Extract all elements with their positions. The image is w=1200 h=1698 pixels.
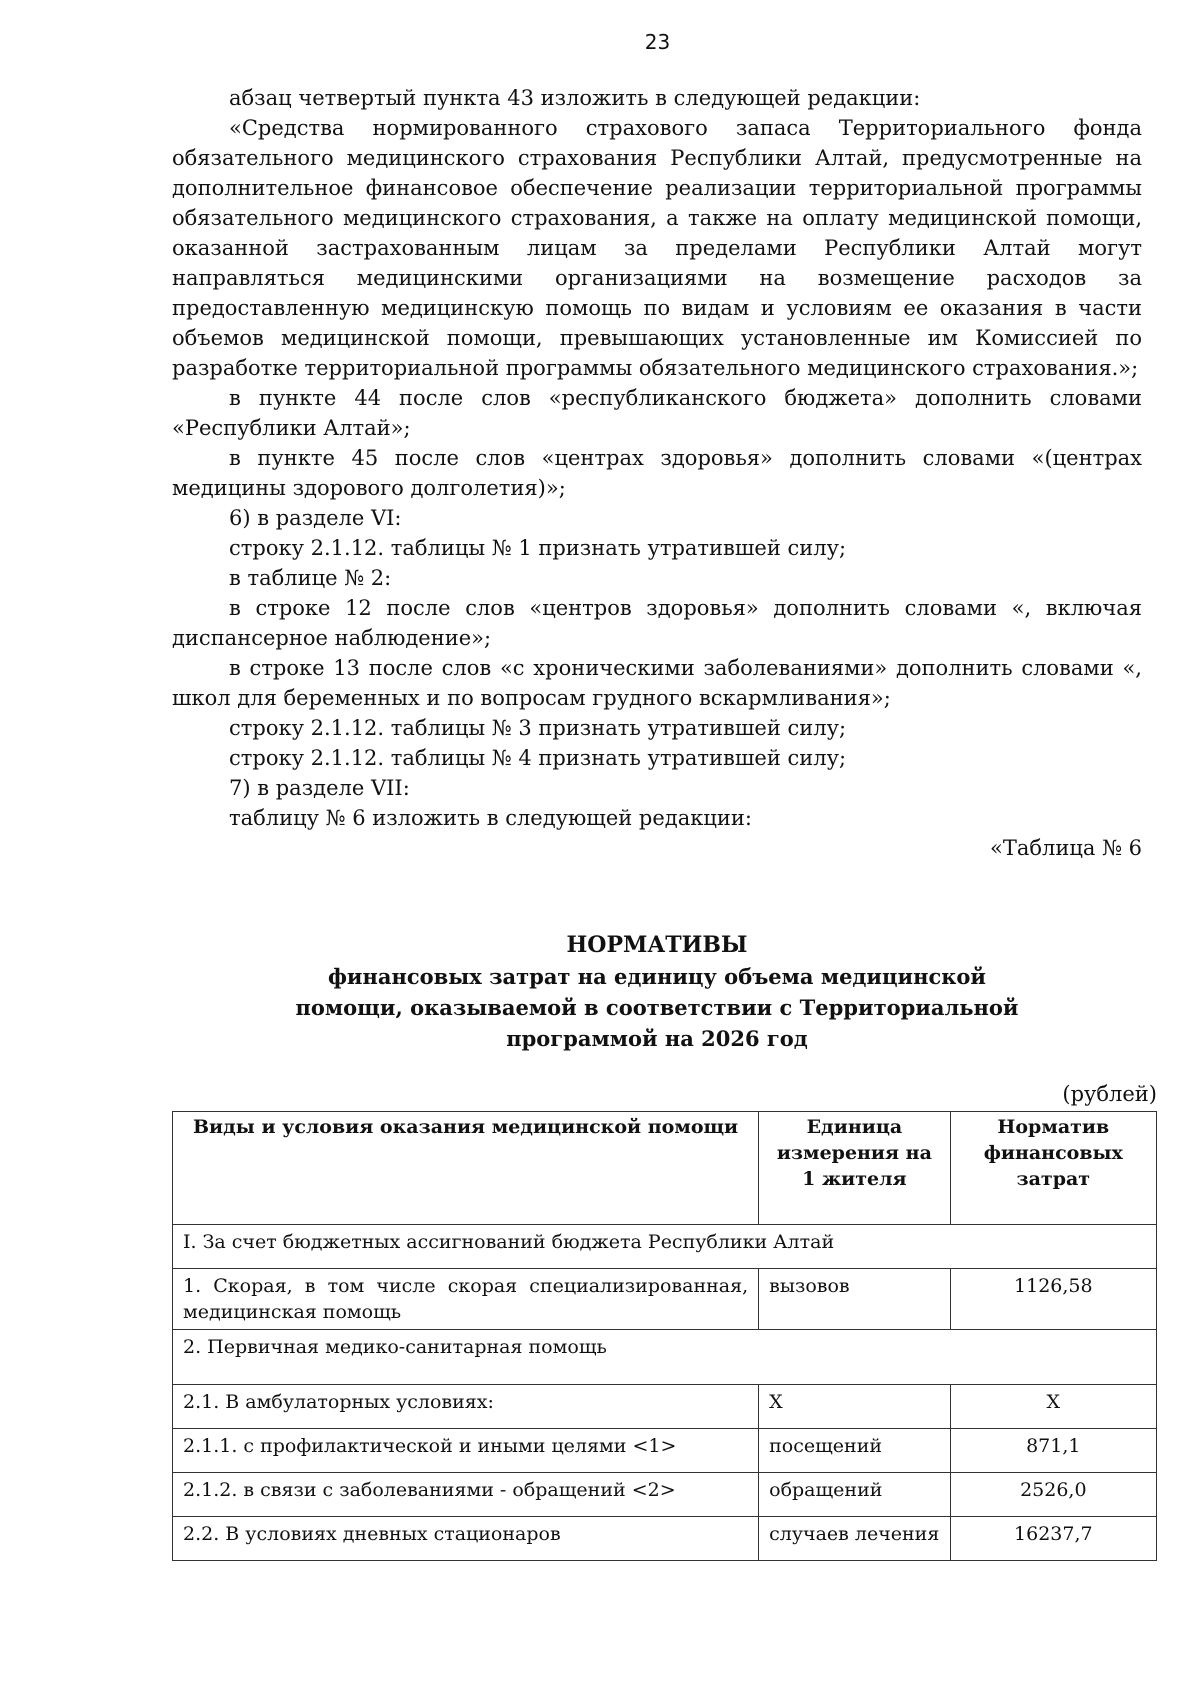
row-label: 2.1.1. с профилактической и иными целями <1>	[173, 1429, 759, 1473]
paragraph-45: в пункте 45 после слов «центрах здоровья» дополнить словами «(центрах медицины здорового долголетия)»;	[172, 446, 1142, 500]
norms-table	[172, 1111, 1157, 1561]
paragraph-43-text: «Средства нормированного страхового запаса Территориального фонда обязательного медицинского страхования Республики Алтай, предусмотренные на дополнительное финансовое обеспечение реализации территориальной программы обязательного медицинского страхования, а также на оплату медицинской помощи, оказанной застрахованным лицам за пределами Республики Алтай могут направляться медицинскими организациями на возмещение расходов за предоставленную медицинскую помощь по видам и условиям ее оказания в части объемов медицинской помощи, превышающих установленные им Комиссией по разработке территориальной программы обязательного медицинского страхования.»;	[172, 116, 1142, 380]
header-unit: Единица измерения на 1 жителя	[759, 1112, 950, 1225]
section-vii-label: 7) в разделе VII:	[229, 776, 410, 800]
heading-line-3: программой на 2026 год	[506, 1026, 808, 1051]
row-label: 1. Скорая, в том числе скорая специализированная, медицинская помощь	[173, 1269, 759, 1330]
section-vi-label: 6) в разделе VI:	[229, 506, 402, 530]
row-label: 2.2. В условиях дневных стационаров	[173, 1517, 759, 1561]
table-4-line: строку 2.1.12. таблицы № 4 признать утратившей силу;	[229, 746, 847, 770]
row-unit: случаев лечения	[759, 1517, 950, 1561]
row-value: 2526,0	[950, 1473, 1156, 1517]
table-2-row-12: в строке 12 после слов «центров здоровья» дополнить словами «, включая диспансерное наблюдение»;	[172, 596, 1142, 650]
row-value: 871,1	[950, 1429, 1156, 1473]
section-label: 2. Первичная медико-санитарная помощь	[173, 1330, 1157, 1385]
header-norm: Норматив финансовых затрат	[950, 1112, 1156, 1225]
row-unit: вызовов	[759, 1269, 950, 1330]
heading-title: НОРМАТИВЫ	[566, 932, 748, 958]
paragraph-43-intro: абзац четвертый пункта 43 изложить в следующей редакции:	[229, 86, 921, 110]
heading-line-2: помощи, оказываемой в соответствии с Территориальной	[295, 995, 1019, 1020]
table-3-line: строку 2.1.12. таблицы № 3 признать утратившей силу;	[229, 716, 847, 740]
row-label: 2.1. В амбулаторных условиях:	[173, 1385, 759, 1429]
row-value: 1126,58	[950, 1269, 1156, 1330]
table-row	[173, 1269, 1157, 1330]
units-label: (рублей)	[1062, 1082, 1157, 1106]
table-row	[173, 1473, 1157, 1517]
paragraph-44: в пункте 44 после слов «республиканского бюджета» дополнить словами «Республики Алтай»;	[172, 386, 1142, 440]
table-heading	[172, 930, 1142, 1054]
row-unit: посещений	[759, 1429, 950, 1473]
section-label: I. За счет бюджетных ассигнований бюджета Республики Алтай	[173, 1225, 1157, 1269]
table-2-row-13: в строке 13 после слов «с хроническими заболеваниями» дополнить словами «, школ для беременных и по вопросам грудного вскармливания»;	[172, 656, 1142, 710]
table-6-intro: таблицу № 6 изложить в следующей редакции:	[229, 806, 752, 830]
table-2-label: в таблице № 2:	[229, 566, 392, 590]
table-section-row	[173, 1330, 1157, 1385]
table-row	[173, 1385, 1157, 1429]
page-number: 23	[644, 30, 671, 54]
header-care-type: Виды и условия оказания медицинской помощи	[173, 1112, 759, 1225]
row-value: 16237,7	[950, 1517, 1156, 1561]
table-row	[173, 1517, 1157, 1561]
table-1-line: строку 2.1.12. таблицы № 1 признать утратившей силу;	[229, 536, 847, 560]
table-section-row	[173, 1225, 1157, 1269]
table-header-row	[173, 1112, 1157, 1225]
heading-line-1: финансовых затрат на единицу объема медицинской	[327, 964, 986, 989]
row-label: 2.1.2. в связи с заболеваниями - обращений <2>	[173, 1473, 759, 1517]
table-number-label: «Таблица № 6	[990, 836, 1142, 860]
row-unit: X	[759, 1385, 950, 1429]
row-unit: обращений	[759, 1473, 950, 1517]
row-value: X	[950, 1385, 1156, 1429]
document-body	[172, 83, 1142, 863]
table-row	[173, 1429, 1157, 1473]
